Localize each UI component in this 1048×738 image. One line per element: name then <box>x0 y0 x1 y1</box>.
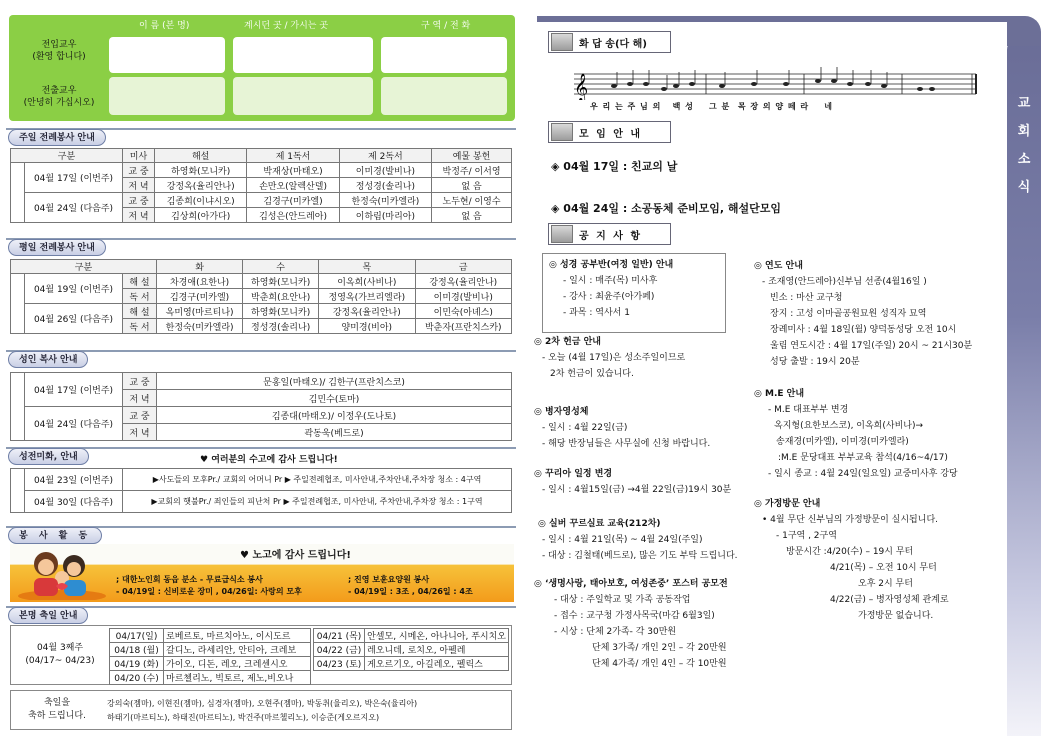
notice-line: - 1구역 , 2구역 <box>776 531 837 541</box>
table-cell: 손만오(알렉산델) <box>247 178 339 193</box>
table-cell: 정성경(솔리나) <box>243 319 319 334</box>
feast-date: 04/20 (수) <box>110 671 164 685</box>
volunteer-banner <box>10 544 514 602</box>
incoming-name-field <box>109 37 225 73</box>
role-type: 독 서 <box>123 319 157 334</box>
weekday-service-title: 평일 전례봉사 안내 <box>8 239 106 256</box>
bible-study-title: ◎ 성경 공부반(여정 일반) 안내 <box>549 260 674 270</box>
beauty-text: ▶사도들의 모후Pr./ 교회의 어머니 Pr ▶ 주일전례협조, 미사안내,주차안내,주차장 청소 : 4구역 <box>123 469 512 491</box>
notice-line: - 접수 : 교구청 가정사목국(마감 6월3일) <box>554 611 715 621</box>
feast-date: 04/21 (목) <box>314 629 365 643</box>
notice-line: :M.E 문당대표 부부교육 참석(4/16~4/17) <box>778 453 948 463</box>
outgoing-place-field <box>233 77 373 115</box>
table-cell: 하영화(모니카) <box>243 304 319 319</box>
volunteer-header <box>6 526 516 544</box>
feast-congrats-box <box>10 690 512 730</box>
table-cell: 양미경(비아) <box>319 319 415 334</box>
notice-line: 단체 4가족/ 개인 4인 – 각 10만원 <box>592 659 727 669</box>
meeting-title-box <box>548 121 671 143</box>
meeting-title: 모 임 안 내 <box>579 128 643 140</box>
hymn-title-box <box>548 31 671 53</box>
sunday-header-commentary: 해설 <box>154 149 246 163</box>
incoming-phone-field <box>381 37 507 73</box>
right-top-rule <box>537 16 1007 22</box>
feast-congrats-label: 축일을 축하 드립니다. <box>28 698 86 721</box>
feast-names: 갈디노, 라세리안, 안티아, 크레보 <box>164 643 311 657</box>
table-cell: 한정숙(미카엘라) <box>339 193 431 208</box>
notice-line: 옥지형(요한보스코), 이옥희(사비나)→ <box>774 421 924 431</box>
side-title-char: 식 <box>1017 180 1031 195</box>
incoming-place-field <box>233 37 373 73</box>
altar-server-title: 성인 복사 안내 <box>8 351 88 368</box>
table-cell: 김상희(아가다) <box>154 208 246 223</box>
bible-line: - 일시 : 매주(목) 미사후 <box>563 276 658 286</box>
table-cell: 옥미영(마르티나) <box>157 304 243 319</box>
notice-line: - 일시 : 4월15일(금) →4월 22일(금)19시 30분 <box>542 485 732 495</box>
meeting-item: ◈ 04월 24일 : 소공동체 준비모임, 해설단모임 <box>551 202 782 215</box>
notice-line: 성당 출발 : 19시 20분 <box>770 357 860 367</box>
sunday-header-reading1: 제 1독서 <box>247 149 339 163</box>
mass-type: 저 녁 <box>123 390 157 407</box>
feast-names: 게오르기오, 아길레오, 펠릭스 <box>365 657 509 671</box>
notice-line: 가정방문 없습니다. <box>858 611 934 621</box>
sunday-header-gubun: 구분 <box>11 149 123 163</box>
side-title-char: 소 <box>1017 152 1031 167</box>
poster-title: ◎ ‘생명사랑, 태아보호, 여성존중’ 포스터 공모전 <box>534 579 728 589</box>
notice-line: 장례미사 : 4월 18일(월) 양덕동성당 오전 10시 <box>770 325 957 335</box>
mass-type: 저 녁 <box>123 178 155 193</box>
table-cell: 정성경(솔리나) <box>339 178 431 193</box>
left-notices <box>534 334 754 672</box>
feast-names: 마르첼리노, 빅토르, 제노,비오나 <box>164 671 311 685</box>
outgoing-name-field <box>109 77 225 115</box>
beauty-date: 04월 23일 (이번주) <box>25 469 123 491</box>
feast-week <box>15 642 105 668</box>
kkuria-title: ◎ 꾸리아 일정 변경 <box>534 469 613 479</box>
feast-names: 레오니데, 로치오, 아펠레 <box>365 643 509 657</box>
outgoing-label: 전출교우 (안녕히 가십시오) <box>23 86 95 108</box>
notice-icon <box>551 225 573 243</box>
role-type: 독 서 <box>123 289 157 304</box>
notice-line: - 일시 종교 : 4월 24일(일요일) 교중미사후 강당 <box>768 469 958 479</box>
weekday-header-tue: 화 <box>157 260 243 274</box>
notice-line: - 대상 : 김철태(베드로), 많은 기도 부탁 드립니다. <box>542 551 738 561</box>
visit-title: ◎ 가정방문 안내 <box>754 499 821 509</box>
bible-line: - 과목 : 역사서 1 <box>563 308 630 318</box>
sunday-service-table <box>10 148 512 223</box>
table-cell: 문홍일(마태오)/ 김한구(프란치스코) <box>157 373 512 390</box>
table-cell: 김종대(마태오)/ 이정우(도나토) <box>157 407 512 424</box>
table-cell: 김종희(이냐시오) <box>154 193 246 208</box>
meeting-item: ◈ 04월 17일 : 친교의 날 <box>551 160 678 173</box>
sick-title: ◎ 병자영성체 <box>534 407 589 417</box>
table-cell: 노두현/ 이영수 <box>432 193 512 208</box>
weekday-header-fri: 금 <box>415 260 511 274</box>
table-cell: 강정옥(율리안나) <box>319 304 415 319</box>
beauty-date: 04월 30일 (다음주) <box>25 491 123 513</box>
weekday-date: 04월 26일 (다음주) <box>25 304 123 334</box>
volunteer-title: 봉 사 활 동 <box>8 527 102 544</box>
altar-server-table <box>10 372 512 441</box>
hymn-icon <box>551 33 573 51</box>
sunday-service-header <box>6 128 516 146</box>
beauty-table <box>10 468 512 513</box>
side-title-char: 회 <box>1017 124 1031 139</box>
feast-date: 04/23 (토) <box>314 657 365 671</box>
table-cell: 김경구(미카엘) <box>247 193 339 208</box>
silver-title: ◎ 실버 꾸르실료 교육(212차) <box>538 519 661 529</box>
col-phone-header: 구 역 / 전 화 <box>421 21 471 31</box>
feast-header <box>6 606 516 624</box>
notice-line: 장지 : 고성 이마골공원묘원 성직자 묘역 <box>770 309 927 319</box>
notice-line: 4/22(금) – 병자영성체 관계로 <box>830 595 949 605</box>
notice-line: 빈소 : 마산 교구청 <box>770 293 843 303</box>
weekday-header-gubun: 구분 <box>11 260 157 274</box>
table-cell: 한정숙(미카엘라) <box>157 319 243 334</box>
role-type: 해 설 <box>123 304 157 319</box>
volunteer-thanks: ♥ 노고에 감사 드립니다! <box>240 550 351 561</box>
notice-line: - 조재영(안드레아)신부님 선종(4월16일 ) <box>762 277 927 287</box>
feast-left-table <box>109 628 311 685</box>
outgoing-phone-field <box>381 77 507 115</box>
feast-names: 가이오, 디돈, 레오, 크레센시오 <box>164 657 311 671</box>
role-type: 해 설 <box>123 274 157 289</box>
table-cell: 박춘자(프란치스카) <box>415 319 511 334</box>
notice-line: - 해당 반장님들은 사무실에 신청 바랍니다. <box>542 439 711 449</box>
side-tab-top <box>1007 16 1041 46</box>
sunday-header-mass: 미사 <box>123 149 155 163</box>
mass-type: 교 중 <box>123 193 155 208</box>
sunday-header-reading2: 제 2독서 <box>339 149 431 163</box>
notice-line: - 일시 : 4월 21일(목) ~ 4월 24일(주일) <box>542 535 703 545</box>
col-place-header: 계시던 곳 / 가시는 곳 <box>244 21 329 31</box>
volunteer-right-detail: - 04/19일 : 3조 , 04/26일 : 4조 <box>348 587 473 596</box>
feast-date: 04/19 (화) <box>110 657 164 671</box>
altar-date: 04월 24일 (다음주) <box>25 407 123 441</box>
table-cell: 하영화(모니카) <box>154 163 246 178</box>
feast-date: 04/17(일) <box>110 629 164 643</box>
me-title: ◎ M.E 안내 <box>754 389 805 399</box>
sunday-date: 04월 17일 (이번주) <box>25 163 123 193</box>
notice-title-box <box>548 223 671 245</box>
feast-names: 로베르토, 마르치아노, 이시도르 <box>164 629 311 643</box>
altar-server-header <box>6 350 516 368</box>
notice-line: 방문시간 :4/20(수) – 19시 무터 <box>786 547 914 557</box>
feast-week-label: 04월 3째주 <box>36 643 84 653</box>
table-cell: 박춘희(요안나) <box>243 289 319 304</box>
svg-text:𝄞: 𝄞 <box>574 73 589 100</box>
second-collection-title: ◎ 2차 헌금 안내 <box>534 337 601 347</box>
feast-title: 본명 축일 안내 <box>8 607 88 624</box>
notice-line: 단체 3가족/ 개인 2인 – 각 20만원 <box>592 643 727 653</box>
notice-line: 2차 헌금이 있습니다. <box>550 369 634 379</box>
table-cell: 이옥희(사비나) <box>319 274 415 289</box>
mass-type: 교 중 <box>123 373 157 390</box>
col-name-header: 이 름 (본 명) <box>139 21 190 31</box>
mass-type: 저 녁 <box>123 208 155 223</box>
side-title-char: 교 <box>1017 96 1031 111</box>
feast-names: 안셀모, 시메온, 아나니아, 푸시치오 <box>365 629 509 643</box>
notice-line: - 대상 : 주일학교 및 가족 공동작업 <box>554 595 691 605</box>
hymn-title: 화 답 송(다 해) <box>579 38 647 50</box>
mass-type: 저 녁 <box>123 424 157 441</box>
volunteer-left-detail: - 04/19일 : 신비로운 장미 , 04/26일: 사랑의 모후 <box>116 587 302 596</box>
weekday-service-header <box>6 238 516 256</box>
weekday-service-table <box>10 259 512 334</box>
table-cell: 김경구(미카엘) <box>157 289 243 304</box>
volunteer-right: ; 진영 보훈요양원 봉사 <box>348 575 430 584</box>
notice-line: 4/21(목) – 오전 10시 무터 <box>830 563 937 573</box>
hymn-lyrics: 우 리 는 주 님 의 백 성 그 분 목 장 의 양 떼 라 네 <box>590 102 834 111</box>
feast-date: 04/18 (월) <box>110 643 164 657</box>
table-cell: 이미경(발비나) <box>339 163 431 178</box>
notice-title: 공 지 사 항 <box>579 230 643 242</box>
meeting-icon <box>551 123 573 141</box>
feast-date: 04/22 (금) <box>314 643 365 657</box>
feast-right-table <box>313 628 509 671</box>
beauty-thanks: ♥ 여러분의 수고에 감사 드립니다! <box>200 455 338 465</box>
notice-line: - M.E 대표부부 변경 <box>768 405 849 415</box>
table-cell: 이민숙(아녜스) <box>415 304 511 319</box>
weekday-header-thu: 목 <box>319 260 415 274</box>
sunday-service-title: 주일 전례봉사 안내 <box>8 129 106 146</box>
notice-line: - 시상 : 단체 2가족- 각 30만원 <box>554 627 677 637</box>
funeral-title: ◎ 연도 안내 <box>754 261 803 271</box>
notice-line: - 일시 : 4월 22일(금) <box>542 423 628 433</box>
notice-line: 오후 2시 무터 <box>858 579 913 589</box>
table-cell: 이하림(마리아) <box>339 208 431 223</box>
mass-type: 교 중 <box>123 163 155 178</box>
incoming-label: 전입교우 (환영 합니다) <box>32 40 86 62</box>
table-cell: 강정옥(율리안나) <box>154 178 246 193</box>
side-title <box>1013 90 1035 202</box>
table-cell: 하영화(모니카) <box>243 274 319 289</box>
table-cell: 김성은(안드레아) <box>247 208 339 223</box>
table-cell: 곽동욱(베드로) <box>157 424 512 441</box>
volunteer-left: ; 대한노인회 동읍 분소 - 무료급식소 봉사 <box>116 575 263 584</box>
notice-line: 울림 연도시간 : 4월 17일(주일) 20시 ~ 21시30분 <box>770 341 973 351</box>
feast-week-range: (04/17~ 04/23) <box>25 656 95 666</box>
table-cell: 정영옥(가브리엘라) <box>319 289 415 304</box>
weekday-date: 04월 19일 (이번주) <box>25 274 123 304</box>
notice-line: • 4월 무단 신부님의 가정방문이 실시됩니다. <box>762 515 938 525</box>
mass-type: 교 중 <box>123 407 157 424</box>
table-cell: 김민수(토마) <box>157 390 512 407</box>
hymn-staff <box>572 66 980 100</box>
table-cell: 박재상(마태오) <box>247 163 339 178</box>
bible-line: - 강사 : 최윤주(아가페) <box>563 292 655 302</box>
altar-date: 04월 17일 (이번주) <box>25 373 123 407</box>
weekday-header-wed: 수 <box>243 260 319 274</box>
notice-line: 송재경(미카엘), 이미경(미카엘라) <box>776 437 909 447</box>
new-members-box <box>9 15 515 121</box>
table-cell: 없 음 <box>432 208 512 223</box>
table-cell: 차경애(요한나) <box>157 274 243 289</box>
bible-study-box <box>542 253 726 333</box>
notice-line: - 오늘 (4월 17일)은 성소주일이므로 <box>542 353 686 363</box>
right-notices <box>754 258 1004 624</box>
table-cell: 강정옥(율리안나) <box>415 274 511 289</box>
sunday-header-offering: 예물 봉헌 <box>432 149 512 163</box>
table-cell: 이미경(발비나) <box>415 289 511 304</box>
feast-congrats-names: 강의숙(젬마), 이현진(젬마), 심경자(젬마), 오현주(젬마), 박동취(율리오), 박은숙(율리아) 하태기(마르티노), 하태진(마르티노), 박건주(마르첼리노), 이승준(게오르지오) <box>107 699 418 722</box>
beauty-text: ▶교회의 햇불Pr./ 죄인들의 피난처 Pr ▶ 주일전례협조, 미사안내, 주차안내,주차장 청소 : 1구역 <box>123 491 512 513</box>
beauty-title: 성전미화, 안내 <box>8 448 89 465</box>
table-cell: 박정주/ 이서영 <box>432 163 512 178</box>
table-cell: 없 음 <box>432 178 512 193</box>
family-illustration <box>16 546 108 600</box>
feast-box <box>10 625 512 685</box>
sunday-date: 04월 24일 (다음주) <box>25 193 123 223</box>
